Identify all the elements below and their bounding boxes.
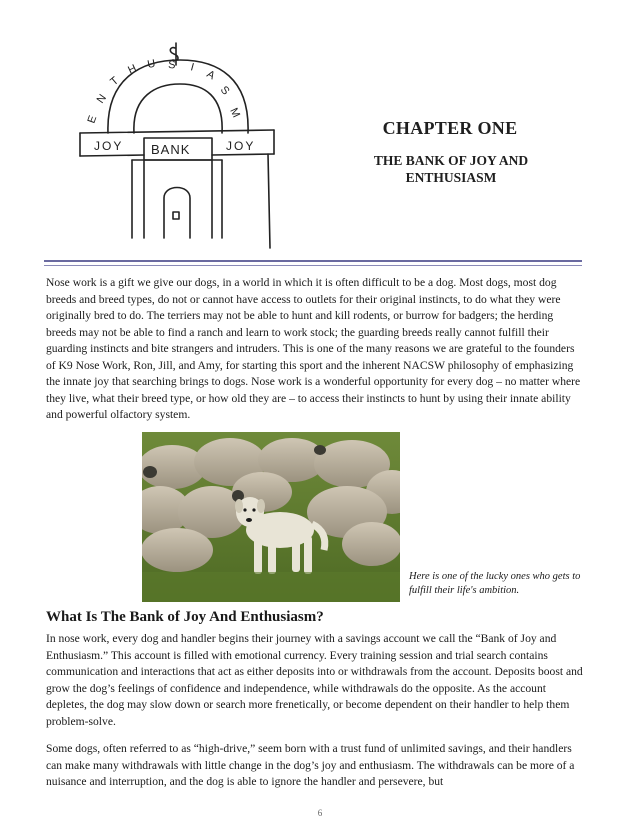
chapter-subtitle-line2: ENTHUSIASM — [405, 170, 497, 185]
photo-caption: Here is one of the lucky ones who gets to fulfill their life's ambition. — [409, 571, 581, 596]
svg-text:E: E — [85, 113, 100, 126]
intro-paragraph: Nose work is a gift we give our dogs, in a world in which it is often difficult to be a dog. Most dogs, most dog breeds and breed types, do not or cannot have access to outlets for their original instincts, to do what they were originally bred to do. The terriers may not be able to hunt and kill rodents, or burrow for badgers; the herding breeds may not be able to find a ranch and learn to work stock; the guarding breeds really cannot fulfill their guarding instincts and bite strangers and intruders. This is one of the many reasons we are grateful to the founders of K9 Nose Work, Ron, Jill, and Amy, for starting this sport and the inherent NACSW philosophy of emphasizing the innate joy that searching brings to dogs. Nose work is a wonderful opportunity for every dog – no matter where they live, what their breed type, or how old they are – to access their instincts to hunt by using their innate ability and powerful olfactory system. — [46, 276, 581, 421]
svg-text:I: I — [189, 61, 197, 74]
drawing-joy-left: JOY — [94, 139, 124, 153]
chapter-subtitle — [338, 152, 564, 186]
svg-text:N: N — [94, 91, 110, 106]
drawing-joy-right: JOY — [226, 139, 256, 153]
divider-rule-thin — [44, 265, 582, 266]
bank-drawing-illustration — [72, 38, 282, 253]
svg-text:S: S — [217, 83, 233, 99]
chapter-title: CHAPTER ONE — [382, 118, 518, 138]
svg-text:S: S — [167, 59, 177, 72]
svg-text:U: U — [146, 57, 158, 71]
section-paragraph-1: In nose work, every dog and handler begins their journey with a savings account we call the “Bank of Joy and Enthusiasm.” This account is filled with emotional currency. Every training session and trial search contains communication and interactions that act as either deposits into or withdrawals from the account. Deposits boost and grow the dog’s feelings of confidence and independence, while withdrawals do the opposite. As the account depletes, the dog may slow down or search more frenetically, or become dependent on their handler to help them problem-solve. — [46, 632, 583, 728]
section-heading: What Is The Bank of Joy And Enthusiasm? — [46, 609, 324, 625]
dog-with-sheep-photo — [142, 432, 400, 602]
svg-text:M: M — [227, 106, 243, 121]
svg-text:H: H — [126, 62, 140, 77]
chapter-subtitle-line1: THE BANK OF JOY AND — [373, 153, 529, 168]
svg-text:A: A — [204, 68, 218, 83]
section-paragraph-2: Some dogs, often referred to as “high-drive,” seem born with a trust fund of unlimited savings, and their handlers can make many withdrawals with little change in the dog’s joy and enthusiasm. The withdrawals can be more of a nuisance and interruption, and the dog is able to ignore the handler and persevere, but — [46, 742, 575, 788]
drawing-bank-label: BANK — [151, 142, 191, 157]
page-number: 6 — [317, 808, 323, 818]
divider-rule — [44, 260, 582, 262]
svg-text:T: T — [108, 74, 122, 89]
